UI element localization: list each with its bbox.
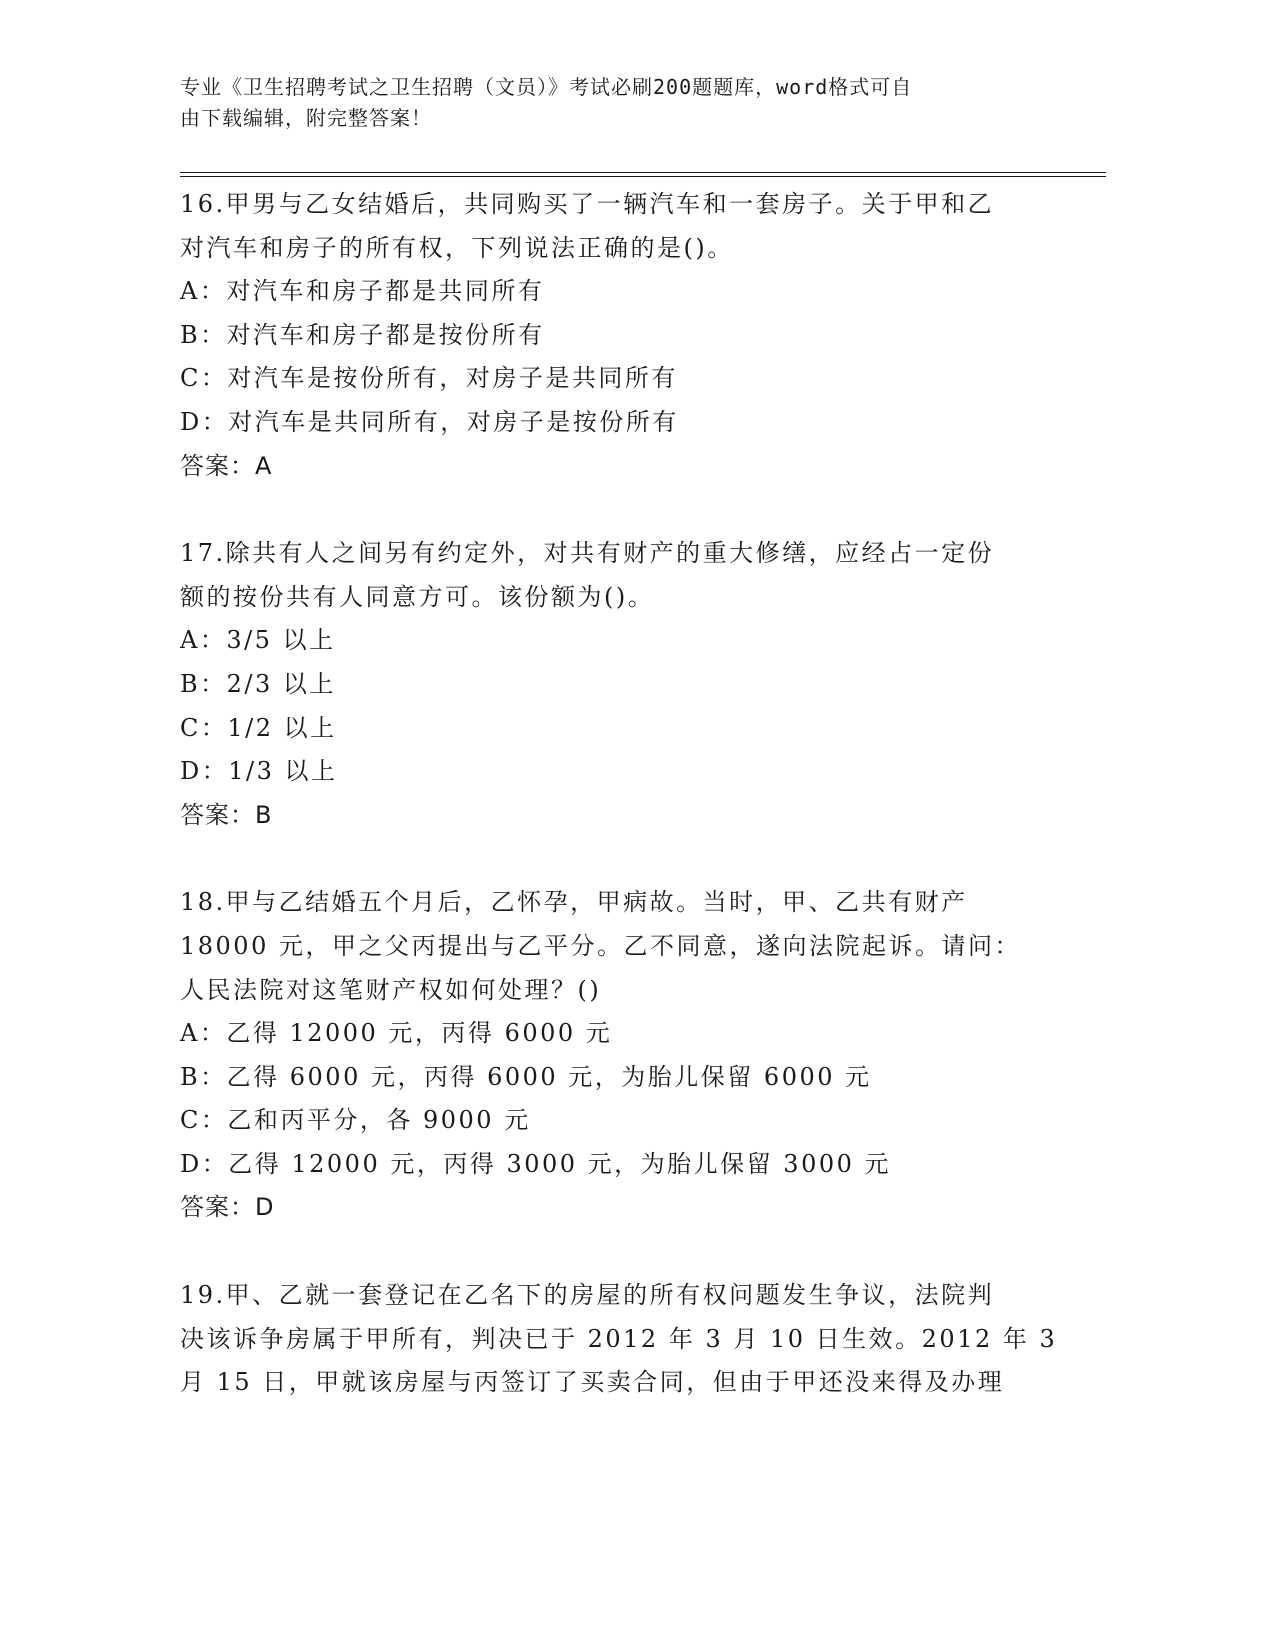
option-d: D：乙得 12000 元，丙得 3000 元，为胎儿保留 3000 元 xyxy=(180,1149,892,1178)
header-divider-thin xyxy=(180,176,1106,177)
question-stem-line: 人民法院对这笔财产权如何处理？() xyxy=(180,975,602,1004)
question-list xyxy=(180,183,1058,1449)
question-stem-line: 对汽车和房子的所有权，下列说法正确的是()。 xyxy=(180,233,734,262)
header-divider-thick xyxy=(180,172,1106,173)
option-a: A：3/5 以上 xyxy=(180,626,336,655)
question-stem-line: 17.除共有人之间另有约定外，对共有财产的重大修缮，应经占一定份 xyxy=(180,539,995,568)
answer-label: 答案：D xyxy=(180,1193,275,1222)
option-c: C：对汽车是按份所有，对房子是共同所有 xyxy=(180,364,678,393)
header-line-1: 专业《卫生招聘考试之卫生招聘（文员）》考试必刷200题题库，word格式可自 xyxy=(180,75,913,99)
question-16 xyxy=(180,183,1040,488)
question-19 xyxy=(180,1274,1058,1405)
option-a: A：对汽车和房子都是共同所有 xyxy=(180,277,545,306)
option-c: C：乙和丙平分，各 9000 元 xyxy=(180,1106,531,1135)
question-stem-line: 决该诉争房属于甲所有，判决已于 2012 年 3 月 10 日生效。2012 年 3 xyxy=(180,1324,1058,1353)
question-stem-line: 19.甲、乙就一套登记在乙名下的房屋的所有权问题发生争议，法院判 xyxy=(180,1281,995,1310)
question-stem-line: 额的按份共有人同意方可。该份额为()。 xyxy=(180,582,655,611)
question-stem-line: 16.甲男与乙女结婚后，共同购买了一辆汽车和一套房子。关于甲和乙 xyxy=(180,190,995,218)
answer-label: 答案：A xyxy=(180,451,273,480)
header-line-2: 由下载编辑，附完整答案！ xyxy=(180,106,432,130)
question-stem-line: 18.甲与乙结婚五个月后，乙怀孕，甲病故。当时，甲、乙共有财产 xyxy=(180,888,968,917)
option-d: D：对汽车是共同所有，对房子是按份所有 xyxy=(180,407,679,436)
question-stem-line: 18000 元，甲之父丙提出与乙平分。乙不同意，遂向法院起诉。请问： xyxy=(180,931,1021,960)
option-b: B：2/3 以上 xyxy=(180,669,336,698)
option-b: B：对汽车和房子都是按份所有 xyxy=(180,320,545,349)
option-a: A：乙得 12000 元，丙得 6000 元 xyxy=(180,1019,613,1048)
document-header xyxy=(180,72,1040,134)
option-b: B：乙得 6000 元，丙得 6000 元，为胎儿保留 6000 元 xyxy=(180,1062,872,1091)
question-stem-line: 月 15 日，甲就该房屋与丙签订了买卖合同，但由于甲还没来得及办理 xyxy=(180,1368,1005,1397)
question-18 xyxy=(180,881,1040,1230)
option-d: D：1/3 以上 xyxy=(180,757,338,786)
option-c: C：1/2 以上 xyxy=(180,713,337,742)
question-17 xyxy=(180,532,1040,837)
answer-label: 答案：B xyxy=(180,800,273,829)
